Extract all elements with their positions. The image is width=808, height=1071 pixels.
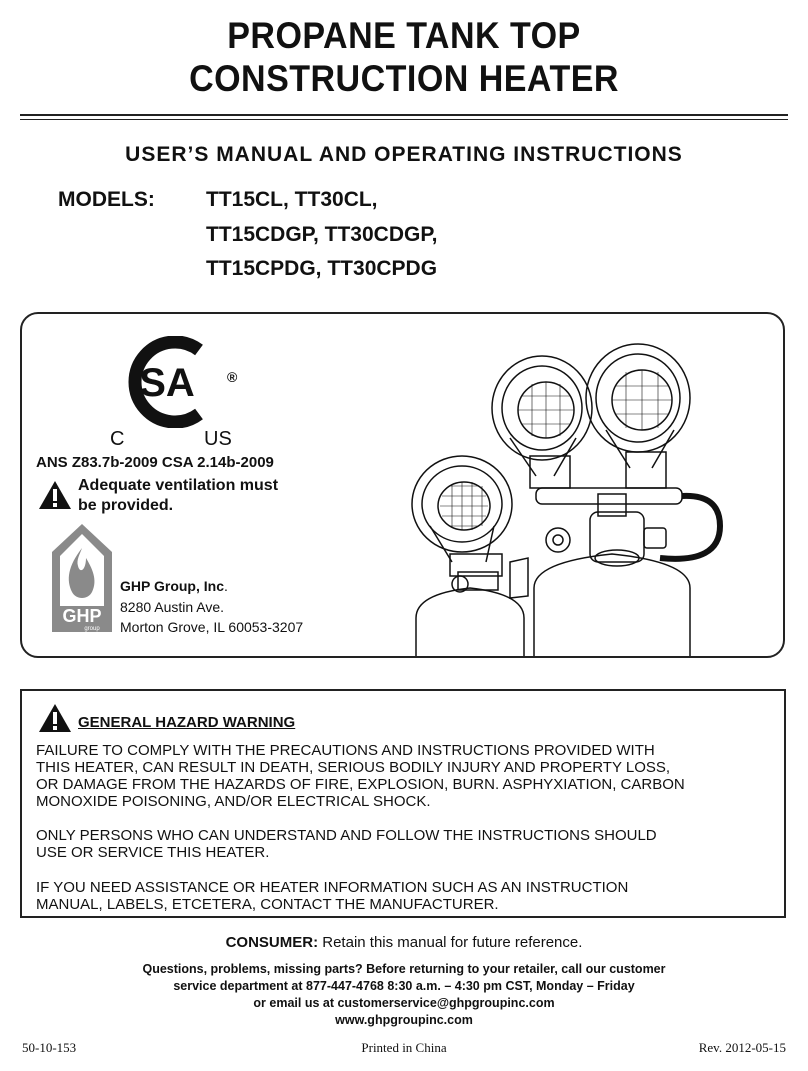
ventilation-line-1: Adequate ventilation must [78,477,279,494]
hazard-p3-line: IF YOU NEED ASSISTANCE OR HEATER INFORMATION SUCH AS AN INSTRUCTION [36,879,629,896]
consumer-notice [0,934,808,951]
document-title [32,14,775,100]
hazard-warning-heading: GENERAL HAZARD WARNING [78,714,296,731]
document-number: 50-10-153 [22,1040,77,1055]
ghp-logo-text: GHP [62,606,102,626]
ventilation-warning [78,476,278,516]
hazard-p3-line: MANUAL, LABELS, ETCETERA, CONTACT THE MANUFACTURER. [36,896,499,913]
csa-logo [115,336,240,428]
company-name-text: GHP Group, Inc [120,578,224,594]
models-line-1: TT15CL, TT30CL, [206,188,378,211]
csa-us-label: US [204,428,232,450]
company-name-suffix: . [223,578,228,594]
consumer-text: Retain this manual for future reference. [318,934,583,951]
title-line-1: PROPANE TANK TOP [227,15,581,56]
contact-email: or email us at customerservice@ghpgroupinc.com [253,996,555,1010]
standard-reference: ANS Z83.7b-2009 CSA 2.14b-2009 [36,454,274,471]
hazard-paragraph-2 [36,827,781,861]
consumer-label: CONSUMER: [225,934,319,951]
general-hazard-warning-box [20,689,786,918]
contact-line-2: service department at 877-447-4768 8:30 a.m. – 4:30 pm CST, Monday – Friday [173,979,635,993]
company-address-1: 8280 Austin Ave. [120,599,225,615]
company-name [120,578,228,594]
ventilation-line-2: be provided. [78,497,174,514]
models-label: MODELS: [58,188,155,211]
hazard-p1-line: MONOXIDE POISONING, AND/OR ELECTRICAL SHOCK. [36,793,431,810]
tank-top-heater-illustration [390,326,770,656]
title-rule-thick [20,114,788,116]
title-rule-thin [20,119,788,120]
hazard-p2-line: ONLY PERSONS WHO CAN UNDERSTAND AND FOLLOW THE INSTRUCTIONS SHOULD [36,827,657,844]
models-line-3: TT15CPDG, TT30CPDG [206,257,438,280]
manual-subtitle: USER’S MANUAL AND OPERATING INSTRUCTIONS [125,143,683,166]
hazard-p1-line: OR DAMAGE FROM THE HAZARDS OF FIRE, EXPLOSION, BURN. ASPHYXIATION, CARBON [36,776,685,793]
revision-date: Rev. 2012-05-15 [698,1040,786,1055]
contact-website: www.ghpgroupinc.com [335,1013,473,1027]
ghp-group-logo [50,522,114,634]
contact-line-1: Questions, problems, missing parts? Before returning to your retailer, call our customer [142,962,666,976]
hazard-p1-line: FAILURE TO COMPLY WITH THE PRECAUTIONS AND INSTRUCTIONS PROVIDED WITH [36,742,655,759]
csa-c-label: C [110,428,125,450]
hazard-triangle-icon [38,703,72,733]
certification-panel [20,312,785,658]
hazard-paragraph-3 [36,879,781,913]
csa-logo-text: SA [139,361,195,405]
ghp-logo-subtext: group [84,626,100,632]
hazard-paragraph-1 [36,742,781,810]
registered-mark: ® [227,369,238,385]
hazard-p2-line: USE OR SERVICE THIS HEATER. [36,844,270,861]
models-line-2: TT15CDGP, TT30CDGP, [206,223,438,246]
warning-triangle-icon [38,480,72,510]
hazard-p1-line: THIS HEATER, CAN RESULT IN DEATH, SERIOUS BODILY INJURY AND PROPERTY LOSS, [36,759,671,776]
printed-in: Printed in China [361,1040,447,1055]
title-line-2: CONSTRUCTION HEATER [189,58,619,99]
company-address-2: Morton Grove, IL 60053-3207 [120,619,304,635]
